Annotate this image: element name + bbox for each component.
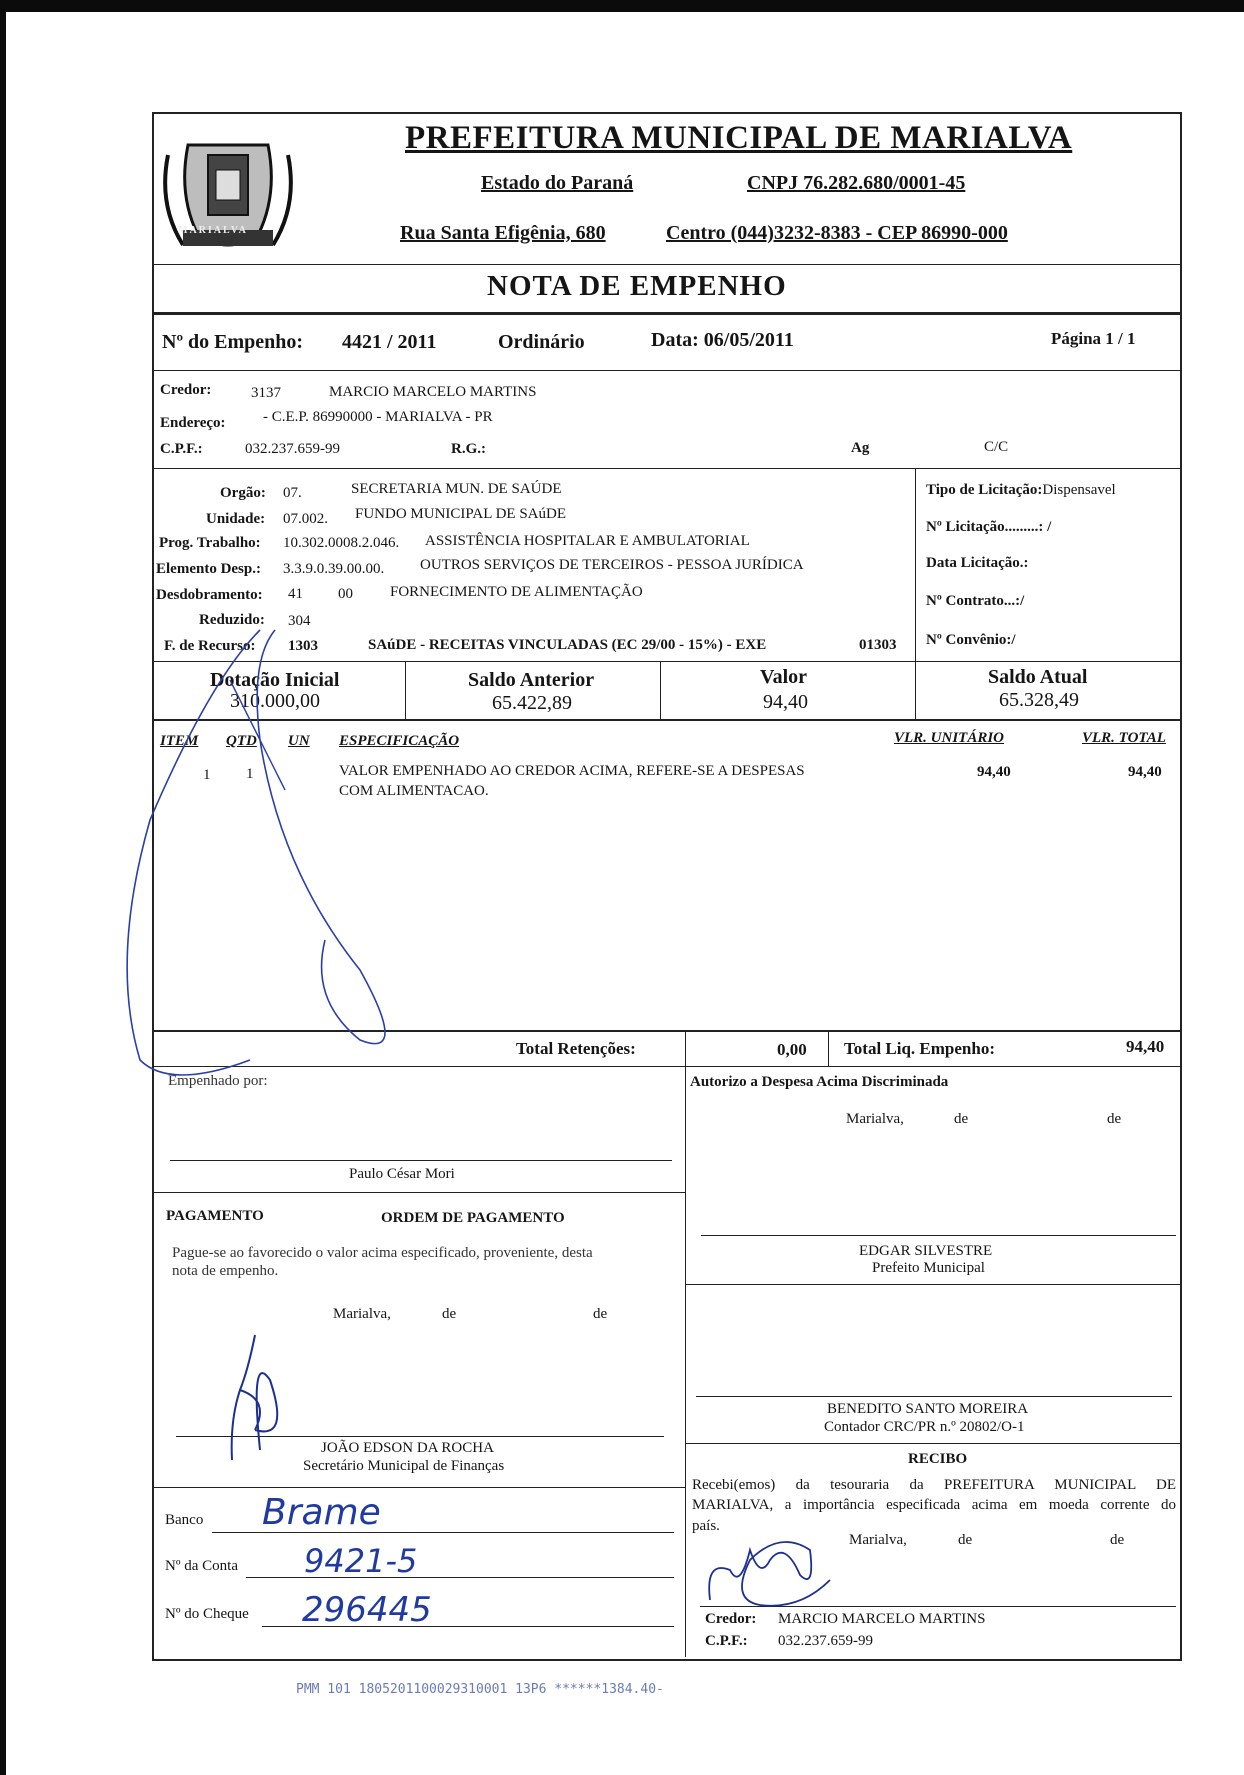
crest-label: MARIALVA bbox=[178, 225, 248, 236]
signature-line bbox=[701, 1235, 1176, 1236]
item-vlr-unitario: 94,40 bbox=[977, 764, 1011, 780]
item-vlr-total: 94,40 bbox=[1128, 764, 1162, 780]
divider bbox=[685, 1030, 686, 1066]
recibo-credor-label: Credor: bbox=[705, 1611, 757, 1627]
item-espec-line1: VALOR EMPENHADO AO CREDOR ACIMA, REFERE-SE A DESPESAS bbox=[339, 763, 805, 779]
recurso-name: SAúDE - RECEITAS VINCULADAS (EC 29/00 - 15%) - EXE bbox=[368, 637, 767, 653]
reduzido-label: Reduzido: bbox=[199, 612, 265, 628]
saldo-anterior-value: 65.422,89 bbox=[492, 692, 572, 714]
dotacao-inicial-value: 310.000,00 bbox=[230, 690, 320, 712]
recibo-de2: de bbox=[1110, 1532, 1125, 1548]
prefeito-nome: EDGAR SILVESTRE bbox=[859, 1243, 993, 1259]
autorizo-label: Autorizo a Despesa Acima Discriminada bbox=[690, 1074, 949, 1090]
divider bbox=[660, 661, 661, 719]
credor-label: Credor: bbox=[160, 382, 212, 398]
empenho-date: Data: 06/05/2011 bbox=[651, 329, 794, 351]
divider bbox=[685, 1443, 1180, 1444]
empenho-number: 4421 / 2011 bbox=[342, 331, 437, 353]
divider bbox=[152, 468, 1180, 469]
desdobramento-label: Desdobramento: bbox=[156, 587, 263, 603]
signature-line bbox=[696, 1396, 1172, 1397]
banco-value: Brame bbox=[262, 1492, 381, 1533]
pagamento-de2: de bbox=[593, 1306, 608, 1322]
pagamento-de1: de bbox=[442, 1306, 457, 1322]
elemento-label: Elemento Desp.: bbox=[156, 561, 261, 577]
col-un: UN bbox=[288, 733, 310, 749]
unidade-label: Unidade: bbox=[206, 511, 266, 527]
desdobramento-code: 41 bbox=[288, 586, 303, 602]
valor-value: 94,40 bbox=[763, 691, 808, 713]
page-number: Página 1 / 1 bbox=[1051, 329, 1136, 348]
col-vlr-total: VLR. TOTAL bbox=[1082, 730, 1166, 746]
saldo-atual-label: Saldo Atual bbox=[988, 666, 1088, 688]
orgao-code: 07. bbox=[283, 485, 302, 501]
cpf-label: C.P.F.: bbox=[160, 441, 203, 457]
cpf-value: 032.237.659-99 bbox=[245, 441, 340, 457]
scan-border-left bbox=[0, 0, 6, 1775]
divider bbox=[685, 1066, 686, 1657]
divider bbox=[152, 370, 1180, 371]
total-retencoes-label: Total Retenções: bbox=[516, 1039, 636, 1058]
reduzido-code: 304 bbox=[288, 613, 311, 629]
desdobramento-code2: 00 bbox=[338, 586, 353, 602]
recibo-cpf: 032.237.659-99 bbox=[778, 1633, 873, 1649]
item-qtd: 1 bbox=[246, 766, 254, 782]
banco-label: Banco bbox=[165, 1512, 204, 1528]
item-espec-line2: COM ALIMENTACAO. bbox=[339, 783, 489, 799]
page-title: PREFEITURA MUNICIPAL DE MARIALVA bbox=[405, 120, 1073, 156]
divider bbox=[828, 1030, 829, 1066]
autorizo-de2: de bbox=[1107, 1111, 1122, 1127]
elemento-code: 3.3.9.0.39.00.00. bbox=[283, 561, 385, 577]
secretario-cargo: Secretário Municipal de Finanças bbox=[303, 1458, 505, 1474]
cc-label: C/C bbox=[984, 439, 1009, 455]
pagamento-label: PAGAMENTO bbox=[166, 1208, 264, 1224]
total-liquido-label: Total Liq. Empenho: bbox=[844, 1039, 995, 1058]
empenhado-por-label: Empenhado por: bbox=[168, 1073, 268, 1089]
autorizo-marialva: Marialva, bbox=[846, 1111, 904, 1127]
total-retencoes-value: 0,00 bbox=[777, 1040, 807, 1059]
divider bbox=[915, 661, 916, 719]
recibo-title: RECIBO bbox=[908, 1451, 968, 1467]
saldo-atual-value: 65.328,49 bbox=[999, 689, 1079, 711]
pagamento-text-line2: nota de empenho. bbox=[172, 1263, 279, 1279]
col-vlr-unitario: VLR. UNITÁRIO bbox=[894, 730, 1005, 746]
ag-label: Ag bbox=[851, 440, 870, 456]
recurso-number: 01303 bbox=[859, 637, 897, 653]
divider bbox=[152, 1487, 685, 1488]
secretario-signature-ink bbox=[210, 1330, 320, 1480]
total-liquido-value: 94,40 bbox=[1126, 1037, 1165, 1056]
empenho-type: Ordinário bbox=[498, 331, 585, 353]
recibo-text-line2: MARIALVA, a importância especificada acima em moeda corrente do bbox=[692, 1497, 1176, 1513]
recibo-cpf-label: C.P.F.: bbox=[705, 1633, 748, 1649]
pagamento-marialva: Marialva, bbox=[333, 1306, 391, 1322]
prefeito-cargo: Prefeito Municipal bbox=[872, 1260, 985, 1276]
col-item: ITEM bbox=[160, 733, 199, 749]
state-label: Estado do Paraná bbox=[481, 172, 634, 194]
divider bbox=[152, 312, 1180, 315]
contador-nome: BENEDITO SANTO MOREIRA bbox=[827, 1401, 1029, 1417]
crest-icon bbox=[158, 125, 298, 265]
desdobramento-name: FORNECIMENTO DE ALIMENTAÇÃO bbox=[390, 584, 643, 600]
recibo-text-line1: Recebi(emos) da tesouraria da PREFEITURA MUNICIPAL DE bbox=[692, 1477, 1176, 1493]
divider bbox=[685, 1284, 1180, 1285]
scan-border-top bbox=[0, 0, 1244, 12]
divider bbox=[152, 264, 1180, 265]
cheque-label: Nº do Cheque bbox=[165, 1606, 249, 1622]
address-label: Rua Santa Efigênia, 680 bbox=[400, 222, 606, 244]
recibo-credor-nome: MARCIO MARCELO MARTINS bbox=[778, 1611, 986, 1627]
tipo-licitacao: Tipo de Licitação:Dispensavel bbox=[926, 482, 1116, 498]
item-number: 1 bbox=[203, 767, 211, 783]
divider bbox=[152, 1192, 685, 1193]
saldo-anterior-label: Saldo Anterior bbox=[468, 669, 595, 691]
conta-label: Nº da Conta bbox=[165, 1558, 238, 1574]
rg-label: R.G.: bbox=[451, 441, 486, 457]
doc-title: NOTA DE EMPENHO bbox=[487, 270, 787, 302]
endereco-value: - C.E.P. 86990000 - MARIALVA - PR bbox=[263, 409, 493, 425]
col-especificacao: ESPECIFICAÇÃO bbox=[339, 733, 460, 749]
cnpj-label: CNPJ 76.282.680/0001-45 bbox=[747, 172, 966, 194]
ordem-pagamento-label: ORDEM DE PAGAMENTO bbox=[381, 1210, 565, 1226]
address2-label: Centro (044)3232-8383 - CEP 86990-000 bbox=[666, 222, 1008, 244]
recibo-de1: de bbox=[958, 1532, 973, 1548]
secretario-nome: JOÃO EDSON DA ROCHA bbox=[321, 1440, 494, 1456]
recurso-label: F. de Recurso: bbox=[164, 638, 256, 654]
signature-line bbox=[170, 1160, 672, 1161]
recibo-marialva: Marialva, bbox=[849, 1532, 907, 1548]
prog-name: ASSISTÊNCIA HOSPITALAR E AMBULATORIAL bbox=[425, 533, 750, 549]
dotacao-inicial-label: Dotação Inicial bbox=[210, 669, 340, 691]
credor-signature-ink bbox=[690, 1520, 840, 1620]
valor-label: Valor bbox=[760, 666, 808, 688]
endereco-label: Endereço: bbox=[160, 415, 226, 431]
numero-licitacao: Nº Licitação.........: / bbox=[926, 519, 1052, 535]
prog-label: Prog. Trabalho: bbox=[159, 535, 261, 551]
empenho-label: Nº do Empenho: bbox=[162, 331, 304, 353]
credor-code: 3137 bbox=[251, 385, 281, 401]
pagamento-text-line1: Pague-se ao favorecido o valor acima especificado, proveniente, desta bbox=[172, 1245, 593, 1261]
orgao-label: Orgão: bbox=[220, 485, 266, 501]
elemento-name: OUTROS SERVIÇOS DE TERCEIROS - PESSOA JURÍDICA bbox=[420, 557, 804, 573]
conta-value: 9421-5 bbox=[304, 1542, 418, 1580]
numero-convenio: Nº Convênio:/ bbox=[926, 632, 1016, 648]
credor-name: MARCIO MARCELO MARTINS bbox=[329, 384, 537, 400]
col-qtd: QTD bbox=[226, 733, 257, 749]
cheque-value: 296445 bbox=[302, 1590, 432, 1630]
unidade-code: 07.002. bbox=[283, 511, 328, 527]
data-licitacao: Data Licitação.: bbox=[926, 555, 1029, 571]
numero-contrato: Nº Contrato...:/ bbox=[926, 593, 1025, 609]
footer-autenticacao: PMM 101 1805201100029310001 13P6 ******1384.40- bbox=[296, 1682, 664, 1697]
prog-code: 10.302.0008.2.046. bbox=[283, 535, 400, 551]
divider bbox=[915, 468, 916, 662]
empenhado-nome: Paulo César Mori bbox=[349, 1166, 455, 1182]
recibo-text-line3: país. bbox=[692, 1518, 720, 1534]
contador-cargo: Contador CRC/PR n.º 20802/O-1 bbox=[824, 1419, 1025, 1435]
autorizo-de1: de bbox=[954, 1111, 969, 1127]
orgao-name: SECRETARIA MUN. DE SAÚDE bbox=[351, 481, 562, 497]
empenhado-signature-ink bbox=[110, 620, 410, 1120]
recurso-code: 1303 bbox=[288, 638, 318, 654]
unidade-name: FUNDO MUNICIPAL DE SAúDE bbox=[355, 506, 566, 522]
